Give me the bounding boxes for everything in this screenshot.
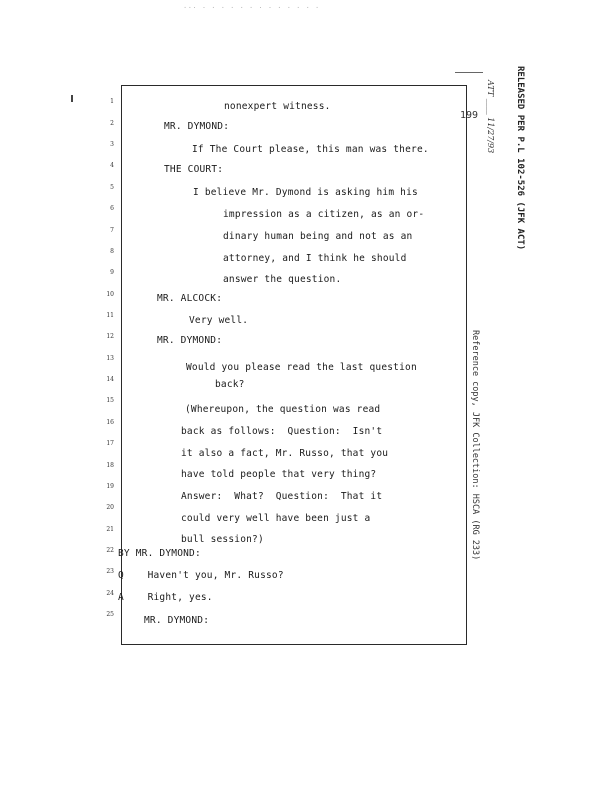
line-number: 2 (110, 120, 114, 127)
margin-tick (71, 95, 73, 102)
line-number: 5 (110, 184, 114, 191)
line-number: 14 (106, 376, 114, 383)
transcript-line: answer the question. (223, 274, 342, 285)
line-number: 3 (110, 141, 114, 148)
line-number: 18 (106, 462, 114, 469)
top-rule (455, 72, 483, 73)
line-number: 21 (106, 526, 114, 533)
side-notes (508, 66, 546, 306)
line-number: 13 (106, 355, 114, 362)
line-number: 17 (106, 440, 114, 447)
transcript-line: A Right, yes. (118, 592, 213, 603)
line-number: 25 (106, 611, 114, 618)
transcript-line: have told people that very thing? (181, 469, 377, 480)
line-number: 8 (110, 248, 114, 255)
line-number: 22 (106, 547, 114, 554)
line-number: 9 (110, 269, 114, 276)
line-number: 11 (106, 312, 114, 319)
line-number: 7 (110, 227, 114, 234)
transcript-line: could very well have been just a (181, 513, 371, 524)
transcript-line: back? (215, 379, 245, 390)
line-number: 4 (110, 162, 114, 169)
handwritten-mark: ATT ____ 11/27/93 (486, 80, 495, 154)
line-number: 15 (106, 397, 114, 404)
transcript-line: it also a fact, Mr. Russo, that you (181, 448, 389, 459)
transcript-line: MR. DYMOND: (164, 121, 230, 132)
transcript-line: Would you please read the last question (186, 362, 417, 373)
line-number: 10 (106, 291, 114, 298)
line-number: 1 (110, 98, 114, 105)
line-number: 20 (106, 504, 114, 511)
transcript-line: impression as a citizen, as an or- (223, 209, 425, 220)
transcript-line: BY MR. DYMOND: (118, 548, 201, 559)
transcript-line: Q Haven't you, Mr. Russo? (118, 570, 284, 581)
transcript-line: back as follows: Question: Isn't (181, 426, 383, 437)
transcript-line: I believe Mr. Dymond is asking him his (193, 187, 418, 198)
header-smudge: ... . . . . . . . . . . . . . (183, 2, 320, 10)
transcript-line: MR. ALCOCK: (157, 293, 223, 304)
transcript-line: MR. DYMOND: (144, 615, 210, 626)
transcript-line: dinary human being and not as an (223, 231, 413, 242)
transcript-line: nonexpert witness. (224, 101, 331, 112)
line-number: 19 (106, 483, 114, 490)
line-number: 24 (106, 590, 114, 597)
transcript-line: Very well. (189, 315, 249, 326)
line-number: 23 (106, 568, 114, 575)
transcript-line: attorney, and I think he should (223, 253, 407, 264)
line-number: 16 (106, 419, 114, 426)
transcript-line: Answer: What? Question: That it (181, 491, 383, 502)
transcript-line: bull session?) (181, 534, 264, 545)
transcript-line: MR. DYMOND: (157, 335, 223, 346)
line-number: 12 (106, 333, 114, 340)
line-number: 6 (110, 205, 114, 212)
transcript-line: If The Court please, this man was there. (192, 144, 429, 155)
transcript-line: THE COURT: (164, 164, 224, 175)
transcript-line: (Whereupon, the question was read (185, 404, 381, 415)
reference-note: Reference copy, JFK Collection: HSCA (RG 233) (470, 330, 480, 561)
release-stamp: RELEASED PER P.L 102-526 (JFK ACT) (515, 66, 525, 251)
page-number: 199 (460, 110, 479, 121)
